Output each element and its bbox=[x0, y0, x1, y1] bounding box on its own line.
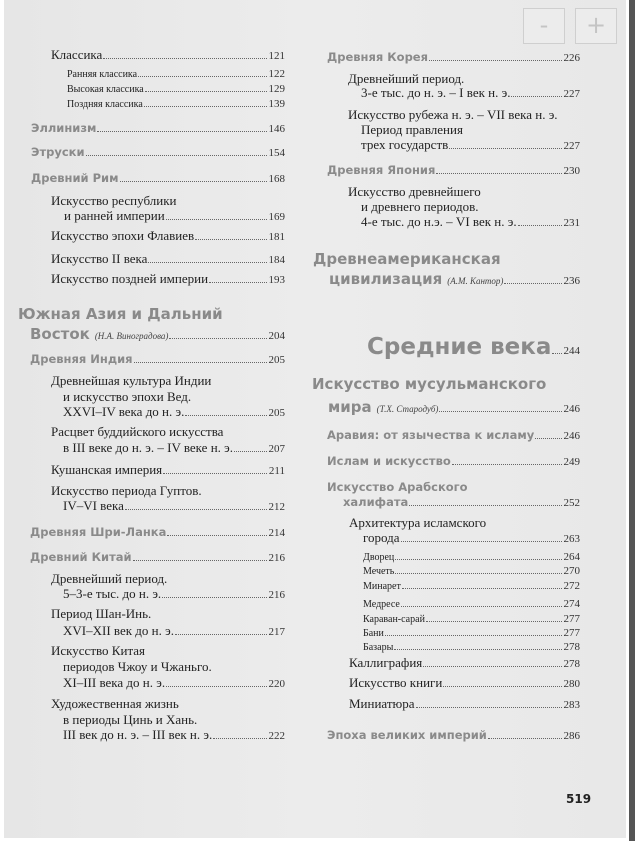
toc-entry[interactable] bbox=[363, 577, 580, 596]
toc-entry[interactable] bbox=[30, 350, 285, 369]
toc-entry-title: Искусство Арабского bbox=[327, 480, 468, 494]
toc-entry-page: 280 bbox=[563, 678, 580, 690]
dot-leader bbox=[97, 131, 266, 132]
toc-entry-title: и древнего периодов. bbox=[361, 199, 479, 214]
dot-leader bbox=[402, 588, 562, 589]
toc-entry-page: 121 bbox=[268, 50, 285, 62]
toc-entry[interactable] bbox=[327, 48, 580, 67]
toc-entry[interactable] bbox=[361, 213, 580, 232]
dot-leader bbox=[166, 219, 267, 220]
toc-entry[interactable] bbox=[329, 270, 580, 290]
toc-entry-page: 154 bbox=[268, 147, 285, 159]
toc-entry-title: Искусство мусульманского bbox=[312, 375, 547, 393]
toc-entry-page: 129 bbox=[268, 83, 285, 95]
dot-leader bbox=[439, 411, 561, 412]
toc-entry-page: 207 bbox=[268, 443, 285, 455]
toc-entry[interactable] bbox=[51, 46, 285, 65]
dot-leader bbox=[452, 464, 562, 465]
toc-entry-page: 227 bbox=[563, 88, 580, 100]
dot-leader bbox=[120, 181, 267, 182]
toc-entry[interactable] bbox=[64, 207, 285, 226]
dot-leader bbox=[443, 686, 561, 687]
dot-leader bbox=[163, 473, 267, 474]
toc-entry[interactable] bbox=[327, 161, 580, 180]
dot-leader bbox=[535, 438, 561, 439]
toc-entry-page: 169 bbox=[268, 211, 285, 223]
toc-entry-title: Художественная жизнь bbox=[51, 696, 179, 711]
toc-entry-title: Искусство книги bbox=[349, 675, 443, 690]
toc-entry[interactable] bbox=[363, 529, 580, 548]
toc-entry-page: 217 bbox=[268, 626, 285, 638]
toc-entry-page: 252 bbox=[563, 497, 580, 509]
dot-leader bbox=[423, 666, 561, 667]
toc-entry-title: Минарет bbox=[363, 581, 401, 592]
toc-entry-page: 278 bbox=[563, 641, 580, 653]
toc-entry-page: 212 bbox=[268, 501, 285, 513]
dot-leader bbox=[103, 58, 266, 59]
toc-entry-page: 236 bbox=[563, 275, 580, 287]
toc-entry-title: Древняя Корея bbox=[327, 50, 428, 64]
toc-entry-title: халифата bbox=[343, 495, 409, 509]
toc-entry-title: Медресе bbox=[363, 599, 400, 610]
toc-entry-page: 122 bbox=[268, 68, 285, 80]
dot-leader bbox=[166, 686, 266, 687]
dot-leader bbox=[144, 106, 267, 107]
dot-leader bbox=[449, 148, 561, 149]
toc-entry-title: Древняя Япония bbox=[327, 163, 436, 177]
toc-entry-title: Искусство эпохи Флавиев bbox=[51, 228, 195, 243]
toc-entry-title: Южная Азия и Дальний bbox=[18, 305, 223, 323]
toc-entry-page: 278 bbox=[563, 658, 580, 670]
toc-entry[interactable] bbox=[51, 250, 285, 269]
toc-entry-title: Этруски bbox=[31, 145, 85, 159]
toc-entry-title: Древний Рим bbox=[31, 171, 119, 185]
dot-leader bbox=[552, 353, 561, 354]
toc-entry-title: и ранней империи bbox=[64, 208, 165, 223]
dot-leader bbox=[213, 738, 266, 739]
toc-entry[interactable] bbox=[327, 726, 580, 745]
toc-entry-title: Дворец bbox=[363, 552, 395, 563]
toc-entry-title: Миниатюра bbox=[349, 696, 415, 711]
dot-leader bbox=[416, 707, 562, 708]
toc-entry-page: 193 bbox=[268, 274, 285, 286]
toc-entry-page: 274 bbox=[563, 598, 580, 610]
toc-entry-page: 277 bbox=[563, 613, 580, 625]
dot-leader bbox=[395, 573, 561, 574]
toc-entry-page: 277 bbox=[563, 627, 580, 639]
toc-entry[interactable] bbox=[63, 726, 285, 745]
dot-leader bbox=[86, 155, 267, 156]
toc-entry-title: Мечеть bbox=[363, 566, 395, 577]
toc-entry-title: III век до н. э. – III век н. э. bbox=[63, 727, 213, 742]
toc-entry-title: Аравия: от язычества к исламу bbox=[327, 428, 535, 442]
toc-entry-title: мира bbox=[328, 398, 372, 416]
toc-entry[interactable] bbox=[327, 452, 580, 471]
dot-leader bbox=[175, 634, 267, 635]
toc-entry-page: 270 bbox=[563, 565, 580, 577]
toc-entry-title: Древний Китай bbox=[30, 550, 132, 564]
toc-entry-author: (А.М. Кантор) bbox=[447, 276, 504, 286]
toc-entry-title: Бани bbox=[363, 628, 384, 639]
toc-entry-title: Древнеамериканская bbox=[313, 250, 501, 268]
zoom-in-button[interactable]: + bbox=[575, 8, 617, 44]
toc-entry-title: 4-е тыс. до н.э. – VI век н. э. bbox=[361, 214, 517, 229]
toc-entry[interactable] bbox=[63, 622, 285, 641]
toc-entry-page: 249 bbox=[563, 456, 580, 468]
toc-entry-line bbox=[51, 605, 151, 623]
dot-leader bbox=[234, 451, 267, 452]
dot-leader bbox=[145, 91, 267, 92]
toc-entry[interactable] bbox=[30, 523, 285, 542]
toc-entry-page: 181 bbox=[268, 231, 285, 243]
toc-entry-title: Эллинизм bbox=[31, 121, 97, 135]
dot-leader bbox=[401, 541, 562, 542]
toc-entry-title: Расцвет буддийского искусства bbox=[51, 424, 224, 439]
toc-entry-line bbox=[313, 250, 501, 268]
dot-leader bbox=[134, 362, 267, 363]
toc-entry-title: Период правления bbox=[361, 122, 463, 137]
page-number: 519 bbox=[566, 792, 592, 806]
toc-entry-page: 205 bbox=[268, 354, 285, 366]
toc-entry-page: 216 bbox=[268, 552, 285, 564]
toc-entry-title: XI–III века до н. э. bbox=[63, 675, 166, 690]
dot-leader bbox=[162, 597, 266, 598]
toc-entry[interactable] bbox=[51, 227, 285, 246]
toc-entry[interactable] bbox=[31, 119, 285, 138]
toc-entry-page: 263 bbox=[563, 533, 580, 545]
toc-entry-title: трех государств bbox=[361, 137, 449, 152]
toc-entry-line bbox=[18, 305, 223, 323]
toc-entry-title: Искусство Китая bbox=[51, 643, 146, 658]
toc-entry-title: Древнейший период. bbox=[51, 571, 168, 586]
toc-entry-title: Искусство республики bbox=[51, 193, 177, 208]
toc-entry-title: цивилизация bbox=[329, 270, 443, 288]
toc-entry-title: Ислам и искусство bbox=[327, 454, 451, 468]
toc-entry-page: 220 bbox=[268, 678, 285, 690]
toc-entry-title: Искусство периода Гуптов. bbox=[51, 483, 202, 498]
toc-entry[interactable] bbox=[327, 426, 580, 445]
toc-entry[interactable] bbox=[367, 333, 580, 361]
toc-entry-page: 214 bbox=[268, 527, 285, 539]
toc-entry-page: 286 bbox=[563, 730, 580, 742]
toc-entry-title: Каллиграфия bbox=[349, 655, 423, 670]
dot-leader bbox=[133, 560, 267, 561]
toc-entry-page: 139 bbox=[268, 98, 285, 110]
toc-entry[interactable] bbox=[349, 695, 580, 714]
toc-entry-page: 230 bbox=[563, 165, 580, 177]
dot-leader bbox=[394, 649, 561, 650]
dot-leader bbox=[125, 509, 267, 510]
toc-entry-title: IV–VI века bbox=[63, 498, 124, 513]
toc-entry-title: Эпоха великих империй bbox=[327, 728, 487, 742]
toc-entry-author: (Н.А. Виноградова) bbox=[94, 331, 169, 341]
dot-leader bbox=[426, 621, 562, 622]
dot-leader bbox=[138, 76, 266, 77]
toc-entry-title: Кушанская империя bbox=[51, 462, 163, 477]
dot-leader bbox=[195, 239, 266, 240]
toc-entry-title: Высокая классика bbox=[67, 84, 144, 95]
dot-leader bbox=[518, 225, 562, 226]
toc-entry[interactable] bbox=[63, 585, 285, 604]
toc-entry-title: в III веке до н. э. – IV веке н. э. bbox=[63, 440, 233, 455]
toc-entry-title: города bbox=[363, 530, 400, 545]
dot-leader bbox=[169, 338, 266, 339]
toc-entry-title: Поздняя классика bbox=[67, 99, 143, 110]
toc-entry-page: 244 bbox=[563, 345, 580, 357]
toc-entry[interactable] bbox=[51, 270, 285, 289]
toc-entry[interactable] bbox=[51, 461, 285, 480]
toc-entry-title: Классика bbox=[51, 47, 103, 62]
toc-entry-page: 168 bbox=[268, 173, 285, 185]
toc-entry-page: 272 bbox=[563, 580, 580, 592]
toc-entry-title: Искусство II века bbox=[51, 251, 148, 266]
dot-leader bbox=[504, 283, 561, 284]
toc-entry-page: 226 bbox=[563, 52, 580, 64]
dot-leader bbox=[148, 262, 266, 263]
dot-leader bbox=[488, 738, 562, 739]
toc-entry-title: Караван-сарай bbox=[363, 614, 425, 625]
toc-entry-author: (Т.Х. Стародуб) bbox=[376, 404, 439, 414]
toc-entry[interactable] bbox=[349, 674, 580, 693]
toc-entry[interactable] bbox=[63, 403, 285, 422]
toc-entry-title: периодов Чжоу и Чжаньго. bbox=[63, 659, 212, 674]
toc-entry-title: Архитектура исламского bbox=[349, 515, 487, 530]
toc-entry-page: 246 bbox=[563, 403, 580, 415]
toc-entry-page: 211 bbox=[268, 465, 285, 477]
toc-entry-page: 204 bbox=[268, 330, 285, 342]
toc-entry-title: в периоды Цинь и Хань. bbox=[63, 712, 198, 727]
toc-entry-page: 227 bbox=[563, 140, 580, 152]
toc-entry[interactable] bbox=[31, 143, 285, 162]
toc-entry-title: Восток bbox=[30, 325, 90, 343]
dot-leader bbox=[401, 606, 562, 607]
dot-leader bbox=[511, 96, 561, 97]
toc-entry-line bbox=[312, 375, 546, 393]
toc-entry-page: 222 bbox=[268, 730, 285, 742]
toc-entry[interactable] bbox=[67, 95, 285, 114]
toc-entry-title: Древняя Шри-Ланка bbox=[30, 525, 167, 539]
toc-entry[interactable] bbox=[31, 169, 285, 188]
dot-leader bbox=[209, 282, 266, 283]
toc-entry-title: Искусство рубежа н. э. – VII века н. э. bbox=[348, 107, 558, 122]
dot-leader bbox=[385, 635, 562, 636]
toc-entry-title: Искусство древнейшего bbox=[348, 184, 481, 199]
dot-leader bbox=[395, 559, 561, 560]
viewer-border bbox=[629, 0, 635, 841]
toc-entry-page: 146 bbox=[268, 123, 285, 135]
toc-entry[interactable] bbox=[328, 398, 580, 418]
toc-entry-page: 231 bbox=[563, 217, 580, 229]
toc-entry-title: Базары bbox=[363, 642, 394, 653]
toc-entry-page: 283 bbox=[563, 699, 580, 711]
toc-entry-title: Древнейший период. bbox=[348, 71, 465, 86]
toc-entry-title: 5–3-е тыс. до н. э. bbox=[63, 586, 162, 601]
toc-entry-title: XXVI–IV века до н. э. bbox=[63, 404, 185, 419]
toc-entry-page: 246 bbox=[563, 430, 580, 442]
toc-entry[interactable] bbox=[361, 136, 580, 155]
dot-leader bbox=[185, 415, 266, 416]
toc-entry-title: XVI–XII век до н. э. bbox=[63, 623, 174, 638]
toc-entry-page: 184 bbox=[268, 254, 285, 266]
toc-entry-title: Средние века bbox=[367, 334, 552, 360]
toc-entry[interactable] bbox=[30, 548, 285, 567]
toc-entry[interactable] bbox=[30, 325, 285, 345]
dot-leader bbox=[429, 60, 562, 61]
toc-entry-title: Древнейшая культура Индии bbox=[51, 373, 212, 388]
toc-entry[interactable] bbox=[361, 84, 580, 103]
toc-entry-page: 216 bbox=[268, 589, 285, 601]
toc-entry-page: 264 bbox=[563, 551, 580, 563]
dot-leader bbox=[409, 505, 561, 506]
toc-entry[interactable] bbox=[63, 674, 285, 693]
dot-leader bbox=[167, 535, 266, 536]
toc-entry[interactable] bbox=[349, 654, 580, 673]
toc-entry-title: Период Шан-Инь. bbox=[51, 606, 152, 621]
toc-entry-title: Древняя Индия bbox=[30, 352, 133, 366]
toc-entry-title: и искусство эпохи Вед. bbox=[63, 389, 192, 404]
zoom-out-button[interactable]: - bbox=[523, 8, 565, 44]
toc-entry-page: 205 bbox=[268, 407, 285, 419]
toc-entry-title: Ранняя классика bbox=[67, 69, 138, 80]
toc-entry-title: 3-е тыс. до н. э. – I век н. э. bbox=[361, 85, 511, 100]
toc-entry[interactable] bbox=[63, 497, 285, 516]
toc-entry-title: Искусство поздней империи bbox=[51, 271, 209, 286]
toc-entry[interactable] bbox=[343, 493, 580, 512]
dot-leader bbox=[436, 173, 561, 174]
toc-entry[interactable] bbox=[63, 439, 285, 458]
